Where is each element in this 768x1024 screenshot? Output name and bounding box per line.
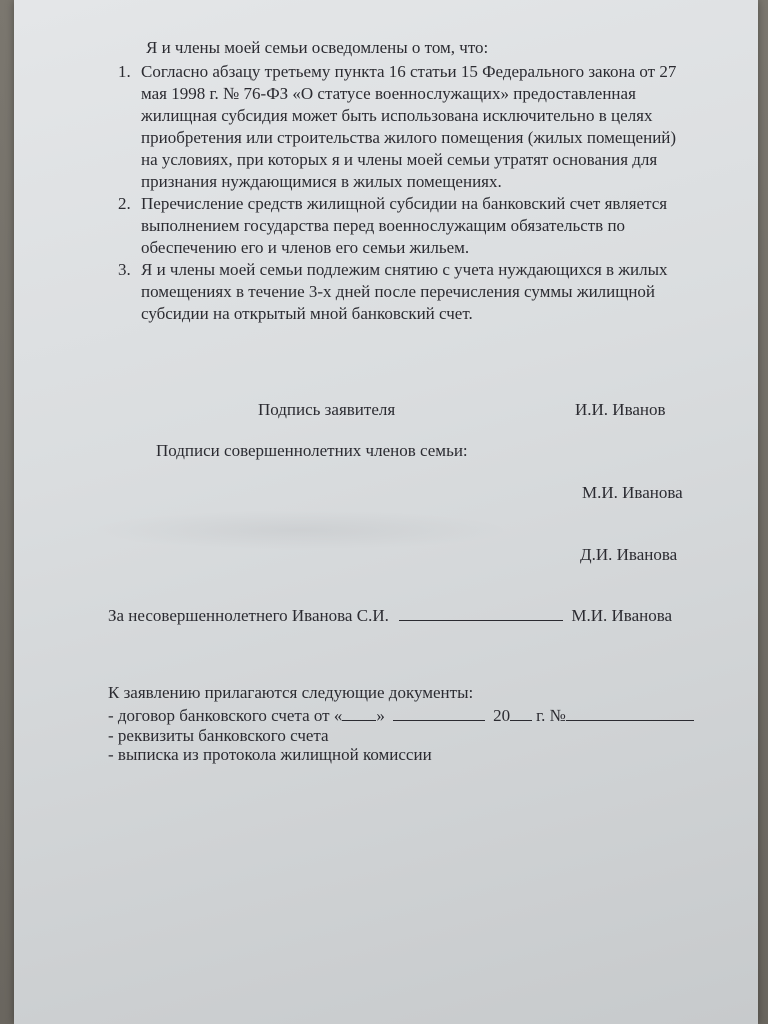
list-item-line: обеспечению его и членов его семьи жильем. [141, 238, 470, 257]
minor-signature-blank [399, 605, 563, 621]
attachment-item: - выписка из протокола жилищной комиссии [108, 745, 432, 764]
family-member-name: М.И. Иванова [582, 483, 683, 502]
attachment-item: - реквизиты банковского счета [108, 726, 329, 745]
attachments-heading: К заявлению прилагаются следующие документы: [108, 683, 474, 702]
list-item-number: 2. [118, 194, 131, 213]
contract-quote-close: » [376, 706, 385, 725]
family-member-name: Д.И. Иванова [580, 545, 678, 564]
list-item-line: Я и члены моей семьи подлежим снятию с учета нуждающихся в жилых [141, 260, 668, 279]
list-item-line: мая 1998 г. № 76-ФЗ «О статусе военнослужащих» предоставленная [141, 84, 636, 103]
attachment-contract-line [108, 705, 694, 726]
list-item-line: Согласно абзацу третьему пункта 16 статьи 15 Федерального закона от 27 [141, 62, 677, 81]
family-signatures-label: Подписи совершеннолетних членов семьи: [156, 441, 468, 460]
list-item-line: помещениях в течение 3-х дней после перечисления суммы жилищной [141, 282, 656, 301]
minor-signature-row [108, 605, 672, 626]
list-item-number: 1. [118, 62, 131, 81]
minor-signer-name: М.И. Иванова [571, 606, 673, 625]
applicant-signature-label: Подпись заявителя [258, 400, 396, 419]
list-item-line: выполнением государства перед военнослужащим обязательств по [141, 216, 626, 235]
list-item-number: 3. [118, 260, 131, 279]
minor-label: За несовершеннолетнего Иванова С.И. [108, 606, 389, 625]
contract-year-prefix: 20 [493, 706, 511, 725]
contract-number-blank [566, 705, 694, 721]
list-item-line: субсидии на открытый мной банковский счет. [141, 304, 473, 323]
list-item-line: Перечисление средств жилищной субсидии на банковский счет является [141, 194, 668, 213]
list-item-line: жилищная субсидия может быть использована исключительно в целях [141, 106, 653, 125]
contract-day-blank [342, 705, 376, 721]
list-item-line: приобретения или строительства жилого помещения (жилых помещений) [141, 128, 677, 147]
applicant-name: И.И. Иванов [575, 400, 666, 419]
contract-year-blank [510, 705, 532, 721]
contract-month-blank [393, 705, 485, 721]
intro-line: Я и члены моей семьи осведомлены о том, что: [146, 38, 489, 57]
list-item-line: на условиях, при которых я и члены моей семьи утратят основания для [141, 150, 658, 169]
contract-prefix: - договор банковского счета от « [108, 706, 343, 725]
contract-year-suffix: г. № [536, 706, 566, 725]
list-item-line: признания нуждающимися в жилых помещениях. [141, 172, 502, 191]
